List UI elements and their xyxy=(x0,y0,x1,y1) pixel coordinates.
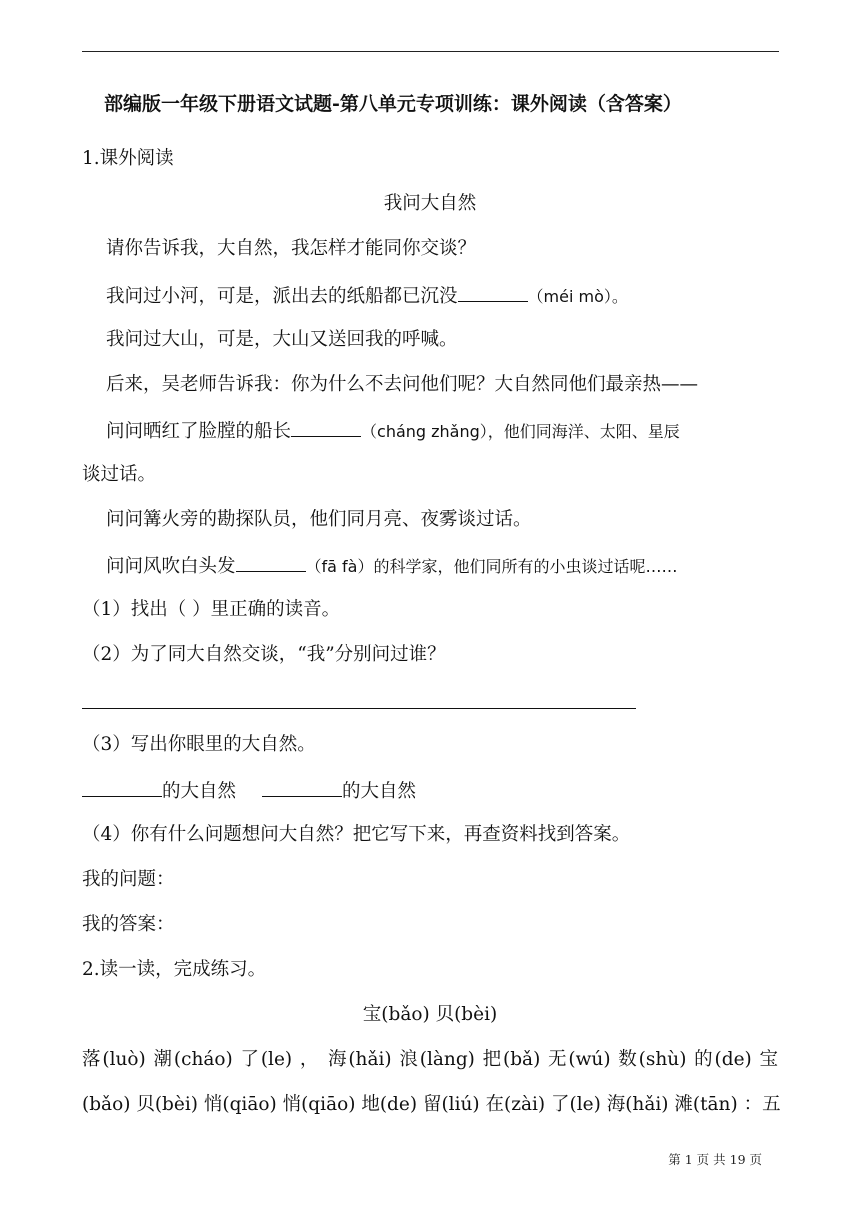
my-answer-label: 我的答案： xyxy=(82,914,175,935)
pinyin-choice: （cháng zhǎng），他们同海洋、太阳、星辰 xyxy=(361,422,680,441)
answer-blank[interactable] xyxy=(82,778,162,797)
sub-question-4: （4）你有什么问题想问大自然？把它写下来，再查资料找到答案。 xyxy=(82,824,631,845)
nature-suffix-b: 的大自然 xyxy=(342,781,417,802)
question-2-label: 2.读一读，完成练习。 xyxy=(82,959,267,980)
pinyin-choice: （fā fà）的科学家，他们同所有的小虫谈过话呢…… xyxy=(305,557,678,576)
passage-title: 宝(bǎo) 贝(bèi) xyxy=(362,1004,498,1025)
answer-blank[interactable] xyxy=(458,283,528,302)
passage-line-1: 落(luò) 潮(cháo) 了(le) ， 海(hǎi) 浪(làng) 把(bǎ) 无(wú) 数(shù) 的(de) 宝 xyxy=(82,1049,778,1070)
page-number: 第 1 页 共 19 页 xyxy=(668,1152,762,1167)
poem-paragraph-5-cont: 谈过话。 xyxy=(82,464,157,485)
question-1-label: 1.课外阅读 xyxy=(82,148,174,169)
answer-blank[interactable] xyxy=(262,778,342,797)
answer-blank[interactable] xyxy=(236,553,306,572)
header-rule xyxy=(82,51,779,52)
pinyin-choice: （méi mò）。 xyxy=(527,287,628,306)
answer-blank[interactable] xyxy=(291,418,361,437)
answer-line[interactable] xyxy=(82,708,636,709)
poem-title: 我问大自然 xyxy=(383,193,477,214)
sub-question-2: （2）为了同大自然交谈，“我”分别问过谁？ xyxy=(82,644,446,665)
poem-paragraph-6: 问问篝火旁的勘探队员，他们同月亮、夜雾谈过话。 xyxy=(106,509,532,530)
sub-question-3: （3）写出你眼里的大自然。 xyxy=(82,734,316,755)
nature-suffix-a: 的大自然 xyxy=(162,781,237,802)
poem-paragraph-3: 我问过大山，可是，大山又送回我的呼喊。 xyxy=(106,329,458,350)
poem-paragraph-7 xyxy=(106,553,806,579)
sub-question-1: （1）找出（ ）里正确的读音。 xyxy=(82,599,341,620)
poem-paragraph-7-text: 问问风吹白头发 xyxy=(106,556,236,577)
passage-line-2: (bǎo) 贝(bèi) 悄(qiāo) 悄(qiāo) 地(de) 留(liú) 在(zài) 了(le) 海(hǎi) 滩(tān) ：五 xyxy=(82,1094,781,1115)
poem-paragraph-1: 请你告诉我，大自然，我怎样才能同你交谈？ xyxy=(106,238,477,259)
poem-paragraph-4: 后来，吴老师告诉我：你为什么不去问他们呢？大自然同他们最亲热—— xyxy=(106,374,699,395)
poem-paragraph-5-text: 问问晒红了脸膛的船长 xyxy=(106,421,292,442)
poem-paragraph-5 xyxy=(106,418,806,444)
poem-paragraph-2 xyxy=(106,283,806,309)
my-question-label: 我的问题： xyxy=(82,869,175,890)
poem-paragraph-2-text: 我问过小河，可是，派出去的纸船都已沉没 xyxy=(106,286,458,307)
document-title: 部编版一年级下册语文试题-第八单元专项训练：课外阅读（含答案） xyxy=(104,93,682,115)
sub-question-3-answers xyxy=(82,778,782,804)
